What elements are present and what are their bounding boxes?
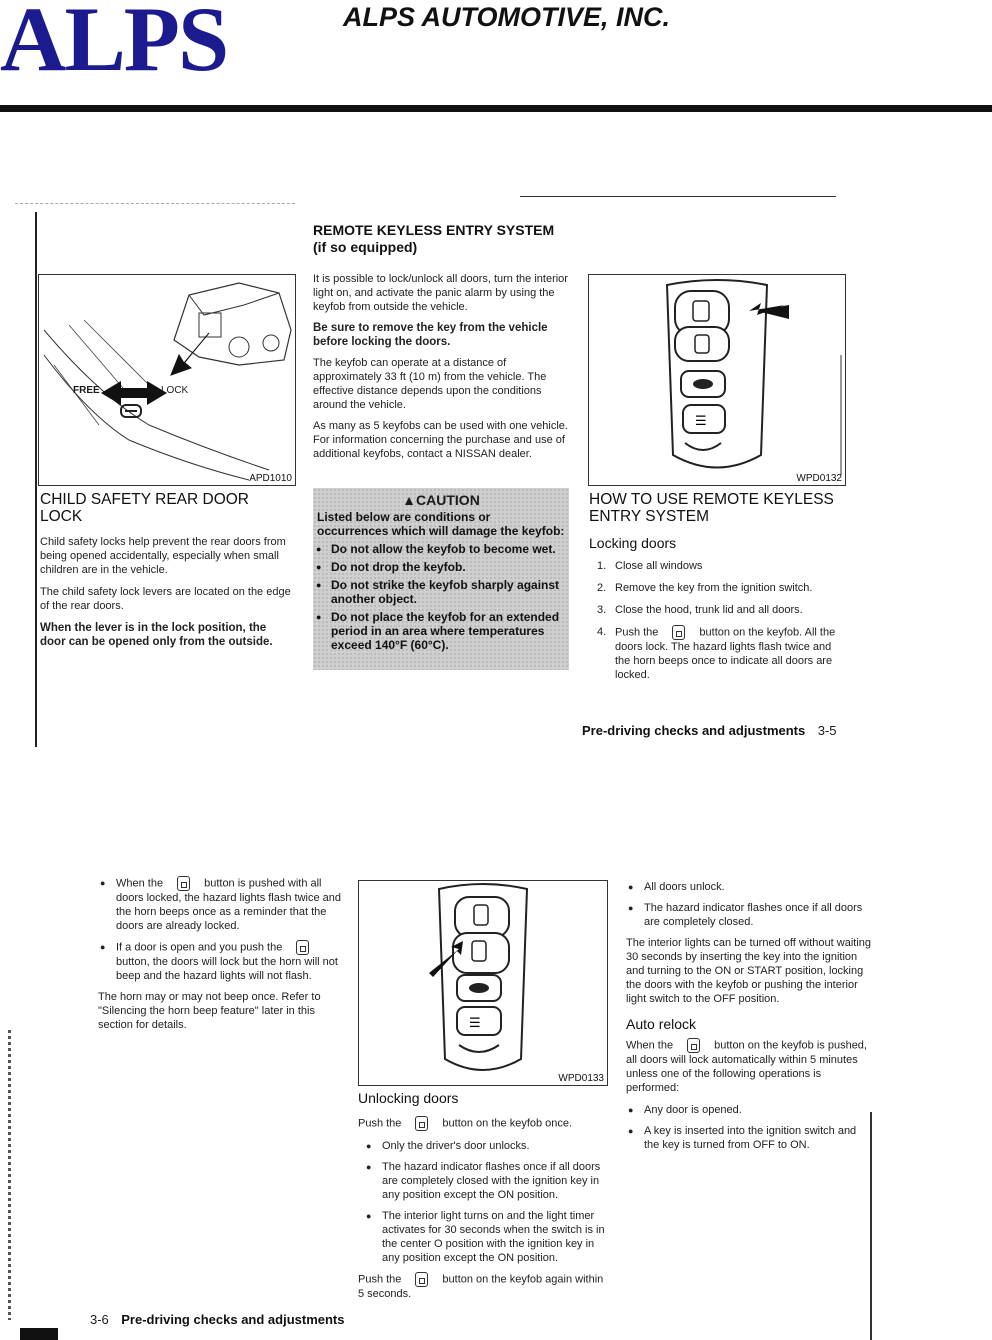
warning-triangle-icon: ▲ — [402, 492, 417, 508]
keyfob-figure-unlock — [358, 880, 608, 1086]
step-1: 1. Close all windows — [597, 560, 703, 572]
rke-p4: As many as 5 keyfobs can be used with one vehicle. For information concerning the purchase and use of additional keyfobs, contact a NISSAN dealer. — [313, 420, 568, 460]
auto-relock-subheading: Auto relock — [626, 1016, 697, 1032]
child-safety-figure — [38, 274, 296, 486]
unlock-bullet-1: ● Only the driver's door unlocks. — [364, 1139, 606, 1153]
lock-key-icon — [296, 940, 309, 955]
caution-item-2: ● Do not drop the keyfob. — [313, 560, 569, 574]
footer-page-3-6 — [90, 1311, 390, 1329]
unlocking-doors-subheading: Unlocking doors — [358, 1090, 459, 1106]
unlock-key-icon — [687, 1038, 700, 1053]
step-3: 3. Close the hood, trunk lid and all doors. — [597, 604, 803, 616]
caution-box — [313, 488, 569, 670]
rke-section — [313, 222, 569, 461]
scan-artifact-edge — [8, 1030, 11, 1320]
keyfob-figure-lock — [588, 274, 846, 486]
caution-intro: Listed below are conditions or occurrences which will damage the keyfob: — [317, 510, 565, 538]
footer-label: Pre-driving checks and adjustments — [121, 1312, 345, 1327]
figure-code: WPD0133 — [558, 1073, 604, 1084]
caution-title: ▲CAUTION — [402, 492, 480, 508]
bullet-locked-reminder: ● When the button is pushed with all doors locked, the hazard lights flash twice and the horn beeps once as a reminder that the doors are already locked. — [98, 876, 342, 933]
child-safety-p1: Child safety locks help prevent the rear doors from being opened accidentally, especially when small children are in the vehicle. — [40, 536, 286, 576]
howto-heading-line2: ENTRY SYSTEM — [589, 508, 710, 525]
rke-title-line2: (if so equipped) — [313, 239, 418, 255]
howto-section — [589, 491, 847, 690]
scan-artifact-block — [20, 1328, 58, 1340]
alps-logo: ALPS — [0, 0, 228, 90]
locking-doors-subheading: Locking doors — [589, 535, 677, 551]
caution-item-1: ● Do not allow the keyfob to become wet. — [313, 542, 569, 556]
lower-right-section — [626, 880, 872, 1159]
label-free: FREE — [73, 385, 100, 396]
child-lock-illustration — [39, 275, 295, 485]
unlock-bullet-3: ● The interior light turns on and the light timer activates for 30 seconds when the switch is in the center O position with the ignition key in any position except the ON position. — [364, 1209, 606, 1265]
child-safety-heading: CHILD SAFETY REAR DOOR LOCK — [40, 491, 250, 525]
unlock-key-icon — [415, 1272, 428, 1287]
step-2: 2. Remove the key from the ignition switch. — [597, 582, 813, 594]
page-number: 3-5 — [817, 723, 837, 738]
svg-text:☰: ☰ — [469, 1016, 481, 1031]
keyfob-illustration — [589, 275, 845, 485]
howto-heading-line1: HOW TO USE REMOTE KEYLESS — [589, 491, 834, 508]
keyfob-illustration — [359, 881, 607, 1085]
rke-p2: Be sure to remove the key from the vehicle before locking the doors. — [313, 322, 548, 348]
caution-item-4: ● Do not place the keyfob for an extended period in an area where temperatures exceed 140°F (60°C). — [313, 610, 569, 652]
unlocking-p2: Push the button on the keyfob again within 5 seconds. — [358, 1273, 604, 1300]
step-4: 4. Push the button on the keyfob. All the doors lock. The hazard lights flash twice and the horn beeps once to indicate all doors are locked. — [597, 626, 836, 681]
relock-bullet-1: ● Any door is opened. — [626, 1103, 872, 1117]
caution-item-3: ● Do not strike the keyfob sharply against another object. — [313, 578, 569, 606]
header-rule — [0, 105, 992, 112]
right-bullet-1: ● All doors unlock. — [626, 880, 872, 894]
horn-note: The horn may or may not beep once. Refer to "Silencing the horn beep feature" later in this section for details. — [98, 991, 321, 1031]
footer-page-3-5 — [582, 722, 847, 740]
figure-code: APD1010 — [249, 473, 292, 484]
svg-text:☰: ☰ — [695, 414, 707, 429]
scan-artifact-line — [15, 203, 295, 204]
top-rule — [520, 196, 836, 197]
bullet-door-open: ● If a door is open and you push thebutton, the doors will lock but the horn will not beep and the hazard lights will not flash. — [98, 940, 342, 983]
lock-key-icon — [672, 625, 685, 640]
rke-p1: It is possible to lock/unlock all doors, turn the interior light on, and activate the panic alarm by using the keyfob from outside the vehicle. — [313, 273, 568, 313]
label-lock: LOCK — [161, 385, 189, 396]
child-safety-p2: The child safety lock levers are located on the edge of the rear doors. — [40, 586, 291, 612]
unlocking-section — [358, 1090, 606, 1301]
left-margin-line — [35, 212, 37, 747]
child-safety-section — [40, 491, 294, 649]
relock-bullet-2: ● A key is inserted into the ignition switch and the key is turned from OFF to ON. — [626, 1124, 872, 1152]
lower-left-section — [98, 876, 342, 1032]
lock-key-icon — [177, 876, 190, 891]
interior-lights-note: The interior lights can be turned off without waiting 30 seconds by inserting the key into the ignition and turning to the ON or START position, locking the doors with the keyfob or pushing the interior light switch to the OFF position. — [626, 937, 871, 1005]
figure-code: WPD0132 — [796, 473, 842, 484]
child-safety-p3: When the lever is in the lock position, the door can be opened only from the outside. — [40, 622, 273, 648]
rke-title-line1: REMOTE KEYLESS ENTRY SYSTEM — [313, 222, 555, 238]
auto-relock-p: When the button on the keyfob is pushed, all doors will lock automatically within 5 minutes unless one of the following operations is performed: — [626, 1039, 867, 1094]
footer-label: Pre-driving checks and adjustments — [582, 723, 806, 738]
unlocking-p1: Push the button on the keyfob once. — [358, 1117, 573, 1130]
right-bullet-2: ● The hazard indicator flashes once if all doors are completely closed. — [626, 901, 872, 929]
page-number: 3-6 — [90, 1312, 109, 1327]
rke-p3: The keyfob can operate at a distance of approximately 33 ft (10 m) from the vehicle. The effective distance depends upon the conditions around the vehicle. — [313, 357, 547, 411]
unlock-bullet-2: ● The hazard indicator flashes once if all doors are completely closed with the ignition key in any position except the ON position. — [364, 1160, 606, 1202]
company-name: ALPS AUTOMOTIVE, INC. — [343, 2, 671, 32]
right-margin-line — [870, 1112, 872, 1340]
unlock-key-icon — [415, 1116, 428, 1131]
